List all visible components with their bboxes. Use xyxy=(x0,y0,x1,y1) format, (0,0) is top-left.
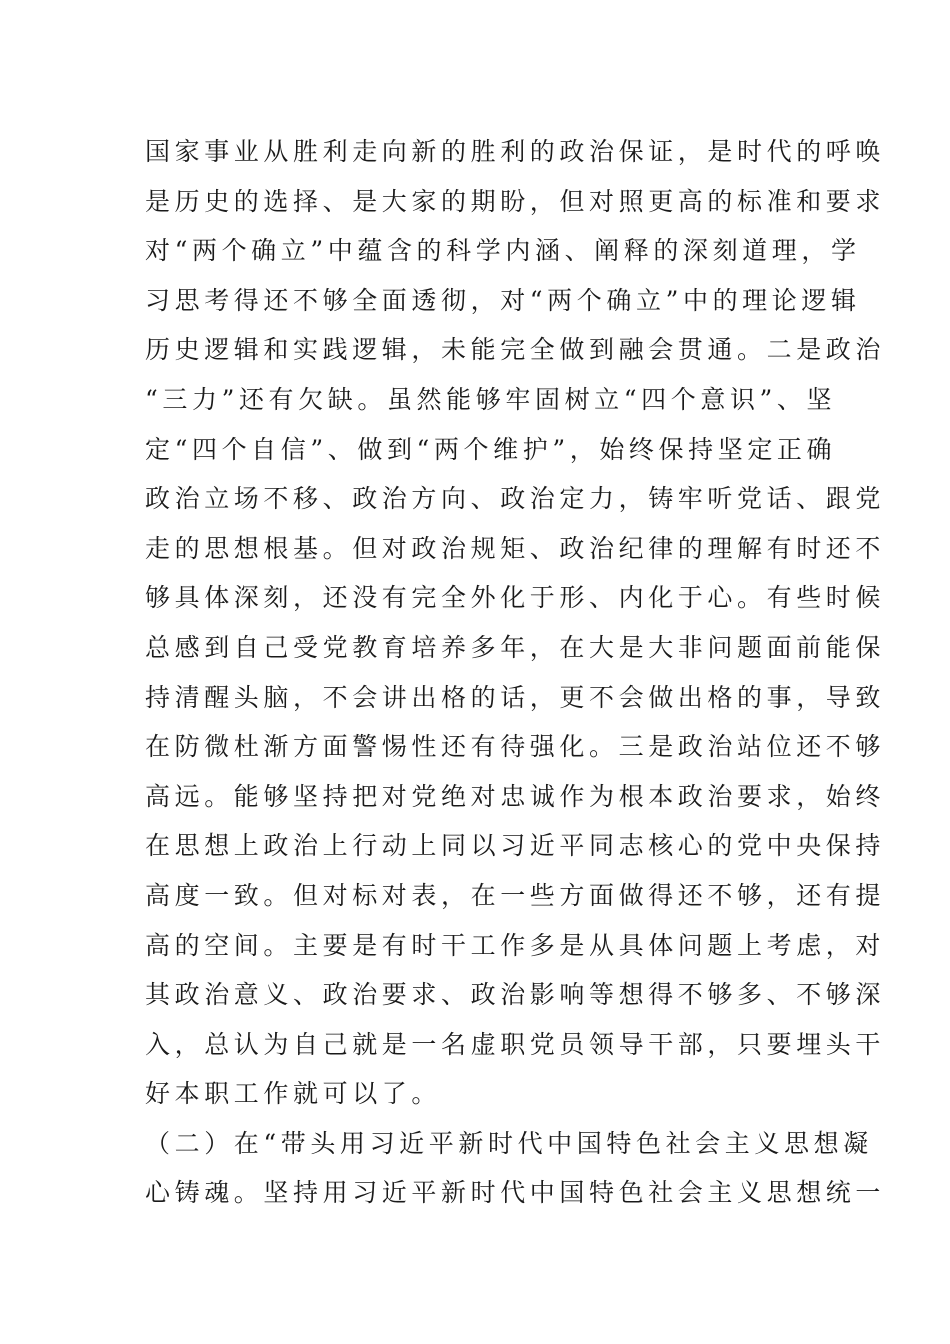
text-line: “三力”还有欠缺。虽然能够牢固树立“四个意识”、坚 xyxy=(145,384,837,414)
text-line: 够具体深刻，还没有完全外化于形、内化于心。有些时候 xyxy=(145,583,886,613)
text-line: 心铸魂。坚持用习近平新时代中国特色社会主义思想统一 xyxy=(145,1178,886,1208)
text-line: 习思考得还不够全面透彻，对“两个确立”中的理论逻辑 xyxy=(145,285,861,315)
text-line: 历史逻辑和实践逻辑，未能完全做到融会贯通。二是政治 xyxy=(145,335,886,365)
section-heading: （二）在“带头用习近平新时代中国特色社会主义思想凝 xyxy=(145,1128,873,1158)
text-line: 在思想上政治上行动上同以习近平同志核心的党中央保持 xyxy=(145,831,886,861)
text-line: 走的思想根基。但对政治规矩、政治纪律的理解有时还不 xyxy=(145,533,886,563)
text-line: 对“两个确立”中蕴含的科学内涵、阐释的深刻道理，学 xyxy=(145,236,861,266)
text-line: 定“四个自信”、做到“两个维护”，始终保持坚定正确 xyxy=(145,434,837,464)
text-line: 高度一致。但对标对表，在一些方面做得还不够，还有提 xyxy=(145,880,886,910)
text-line: 总感到自己受党教育培养多年，在大是大非问题面前能保 xyxy=(145,632,886,662)
text-line: 是历史的选择、是大家的期盼，但对照更高的标准和要求 xyxy=(145,186,886,216)
text-line: 其政治意义、政治要求、政治影响等想得不够多、不够深 xyxy=(145,980,886,1010)
text-line: 好本职工作就可以了。 xyxy=(145,1079,442,1109)
text-line: 高的空间。主要是有时干工作多是从具体问题上考虑，对 xyxy=(145,930,886,960)
text-line: 高远。能够坚持把对党绝对忠诚作为根本政治要求，始终 xyxy=(145,781,886,811)
text-line: 在防微杜渐方面警惕性还有待强化。三是政治站位还不够 xyxy=(145,732,886,762)
body-text xyxy=(145,127,886,1218)
text-line: 国家事业从胜利走向新的胜利的政治保证，是时代的呼唤 xyxy=(145,137,886,166)
text-line: 入，总认为自己就是一名虚职党员领导干部，只要埋头干 xyxy=(145,1029,886,1059)
text-line: 政治立场不移、政治方向、政治定力，铸牢听党话、跟党 xyxy=(145,484,886,514)
text-line: 持清醒头脑，不会讲出格的话，更不会做出格的事，导致 xyxy=(145,682,886,712)
